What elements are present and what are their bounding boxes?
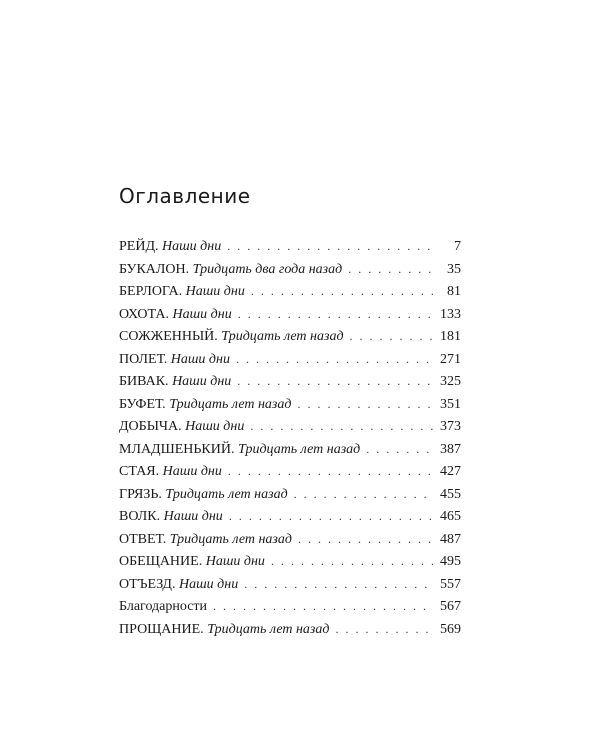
toc-page-number: 181 xyxy=(440,329,461,344)
toc-entry[interactable] xyxy=(119,415,461,438)
toc-entry[interactable] xyxy=(119,280,461,303)
toc-entry-title xyxy=(119,461,222,484)
toc-entry-title xyxy=(119,574,238,597)
toc-page-number: 35 xyxy=(447,261,461,277)
toc-leader-dots xyxy=(228,460,433,483)
toc-chapter-name: БЕРЛОГА. xyxy=(119,284,183,299)
toc-entry-title xyxy=(119,394,291,417)
toc-page-number: 455 xyxy=(440,486,461,502)
toc-chapter-name: РЕЙД. xyxy=(119,239,159,254)
toc-chapter-subtitle: Наши дни xyxy=(185,419,245,434)
toc-page-number: 373 xyxy=(440,419,461,434)
toc-leader-dots xyxy=(237,370,433,393)
toc-leader-dots xyxy=(236,348,433,371)
toc-chapter-subtitle: Наши дни xyxy=(170,351,230,367)
toc-page-number: 569 xyxy=(440,621,461,637)
toc-entry-title xyxy=(119,439,360,462)
toc-page-number: 487 xyxy=(440,531,461,547)
toc-chapter-name: БУКАЛОН. xyxy=(119,261,190,277)
toc-leader-dots xyxy=(297,393,433,416)
toc-chapter-name: ГРЯЗЬ. xyxy=(119,486,162,502)
toc-chapter-subtitle: Тридцать лет назад xyxy=(238,441,361,457)
toc-entry-title xyxy=(119,326,344,349)
toc-chapter-subtitle: Наши дни xyxy=(162,464,222,479)
toc-entry[interactable] xyxy=(119,348,461,371)
toc-page-number: 567 xyxy=(440,599,461,614)
toc-chapter-name: ДОБЫЧА. xyxy=(119,419,182,434)
toc-page-number: 325 xyxy=(440,374,461,389)
toc-entry[interactable] xyxy=(119,303,461,326)
toc-entry[interactable] xyxy=(119,258,461,281)
toc-chapter-name: ПОЛЕТ. xyxy=(119,351,168,367)
toc-entry-title xyxy=(119,236,221,259)
toc-leader-dots xyxy=(350,325,433,348)
toc-entry-title xyxy=(119,596,207,619)
toc-chapter-name: СТАЯ. xyxy=(119,464,160,479)
toc-entry[interactable] xyxy=(119,505,461,528)
toc-entry[interactable] xyxy=(119,573,461,596)
toc-chapter-name: ОТВЕТ. xyxy=(119,531,167,547)
toc-leader-dots xyxy=(298,528,433,551)
toc-chapter-name: МЛАДШЕНЬКИЙ. xyxy=(119,441,235,457)
toc-entry-title xyxy=(119,349,230,372)
toc-entry[interactable] xyxy=(119,550,461,573)
toc-chapter-subtitle: Наши дни xyxy=(162,239,222,254)
toc-leader-dots xyxy=(229,505,433,528)
toc-chapter-name: ПРОЩАНИЕ. xyxy=(119,621,204,637)
toc-entry[interactable] xyxy=(119,618,461,641)
toc-heading: Оглавление xyxy=(119,184,251,208)
toc-chapter-name: Благодарности xyxy=(119,599,208,614)
toc-chapter-subtitle: Тридцать лет назад xyxy=(169,396,292,412)
toc-entry-title xyxy=(119,551,265,574)
toc-page-number: 271 xyxy=(440,351,461,367)
toc-page-number: 465 xyxy=(440,509,461,524)
toc-entry-title xyxy=(119,529,292,552)
toc-page-number: 7 xyxy=(454,239,461,254)
toc-chapter-name: БИВАК. xyxy=(119,374,169,389)
toc-chapter-subtitle: Наши дни xyxy=(163,509,223,524)
toc-chapter-subtitle: Наши дни xyxy=(172,306,232,322)
toc-entry[interactable] xyxy=(119,370,461,393)
toc-page-number: 427 xyxy=(440,464,461,479)
toc-entry-title xyxy=(119,259,342,282)
toc-leader-dots xyxy=(213,595,433,618)
toc-leader-dots xyxy=(335,618,433,641)
toc-entry[interactable] xyxy=(119,235,461,258)
toc-entry[interactable] xyxy=(119,483,461,506)
toc-chapter-subtitle: Тридцать два года назад xyxy=(192,261,343,277)
toc-entry[interactable] xyxy=(119,325,461,348)
toc-chapter-subtitle: Наши дни xyxy=(172,374,232,389)
toc-entry-title xyxy=(119,371,231,394)
toc-entry[interactable] xyxy=(119,393,461,416)
toc-entry[interactable] xyxy=(119,438,461,461)
toc-leader-dots xyxy=(227,235,433,258)
toc-page-number: 81 xyxy=(447,284,461,299)
toc-chapter-name: БУФЕТ. xyxy=(119,396,166,412)
toc-entry-title xyxy=(119,304,232,327)
toc-entry-title xyxy=(119,484,288,507)
toc-page-number: 387 xyxy=(440,441,461,457)
toc-chapter-subtitle: Тридцать лет назад xyxy=(165,486,288,502)
toc-chapter-name: ОТЪЕЗД. xyxy=(119,576,176,592)
toc-leader-dots xyxy=(250,415,433,438)
toc-page-number: 557 xyxy=(440,576,461,592)
toc-chapter-name: ВОЛК. xyxy=(119,509,161,524)
toc-chapter-subtitle: Тридцать лет назад xyxy=(169,531,292,547)
toc-page-number: 351 xyxy=(440,396,461,412)
toc-entry-title xyxy=(119,281,245,304)
toc-chapter-name: ОХОТА. xyxy=(119,306,169,322)
toc-entry[interactable] xyxy=(119,595,461,618)
toc-leader-dots xyxy=(238,303,433,326)
toc-entry-title xyxy=(119,416,244,439)
toc-chapter-subtitle: Наши дни xyxy=(205,554,265,569)
toc-chapter-name: СОЖЖЕННЫЙ. xyxy=(119,329,218,344)
toc-entry-title xyxy=(119,506,223,529)
toc-entry[interactable] xyxy=(119,460,461,483)
toc-leader-dots xyxy=(348,258,433,281)
toc-leader-dots xyxy=(251,280,433,303)
toc-chapter-subtitle: Наши дни xyxy=(178,576,239,592)
toc-entry[interactable] xyxy=(119,528,461,551)
toc-chapter-subtitle: Наши дни xyxy=(185,284,245,299)
toc-leader-dots xyxy=(294,483,433,506)
table-of-contents xyxy=(119,235,461,640)
toc-leader-dots xyxy=(244,573,433,596)
toc-chapter-subtitle: Тридцать лет назад xyxy=(207,621,330,637)
toc-page-number: 495 xyxy=(440,554,461,569)
toc-leader-dots xyxy=(271,550,433,573)
toc-chapter-subtitle: Тридцать лет назад xyxy=(221,329,344,344)
toc-entry-title xyxy=(119,619,329,642)
toc-page-number: 133 xyxy=(440,306,461,322)
toc-chapter-name: ОБЕЩАНИЕ. xyxy=(119,554,203,569)
toc-leader-dots xyxy=(366,438,433,461)
